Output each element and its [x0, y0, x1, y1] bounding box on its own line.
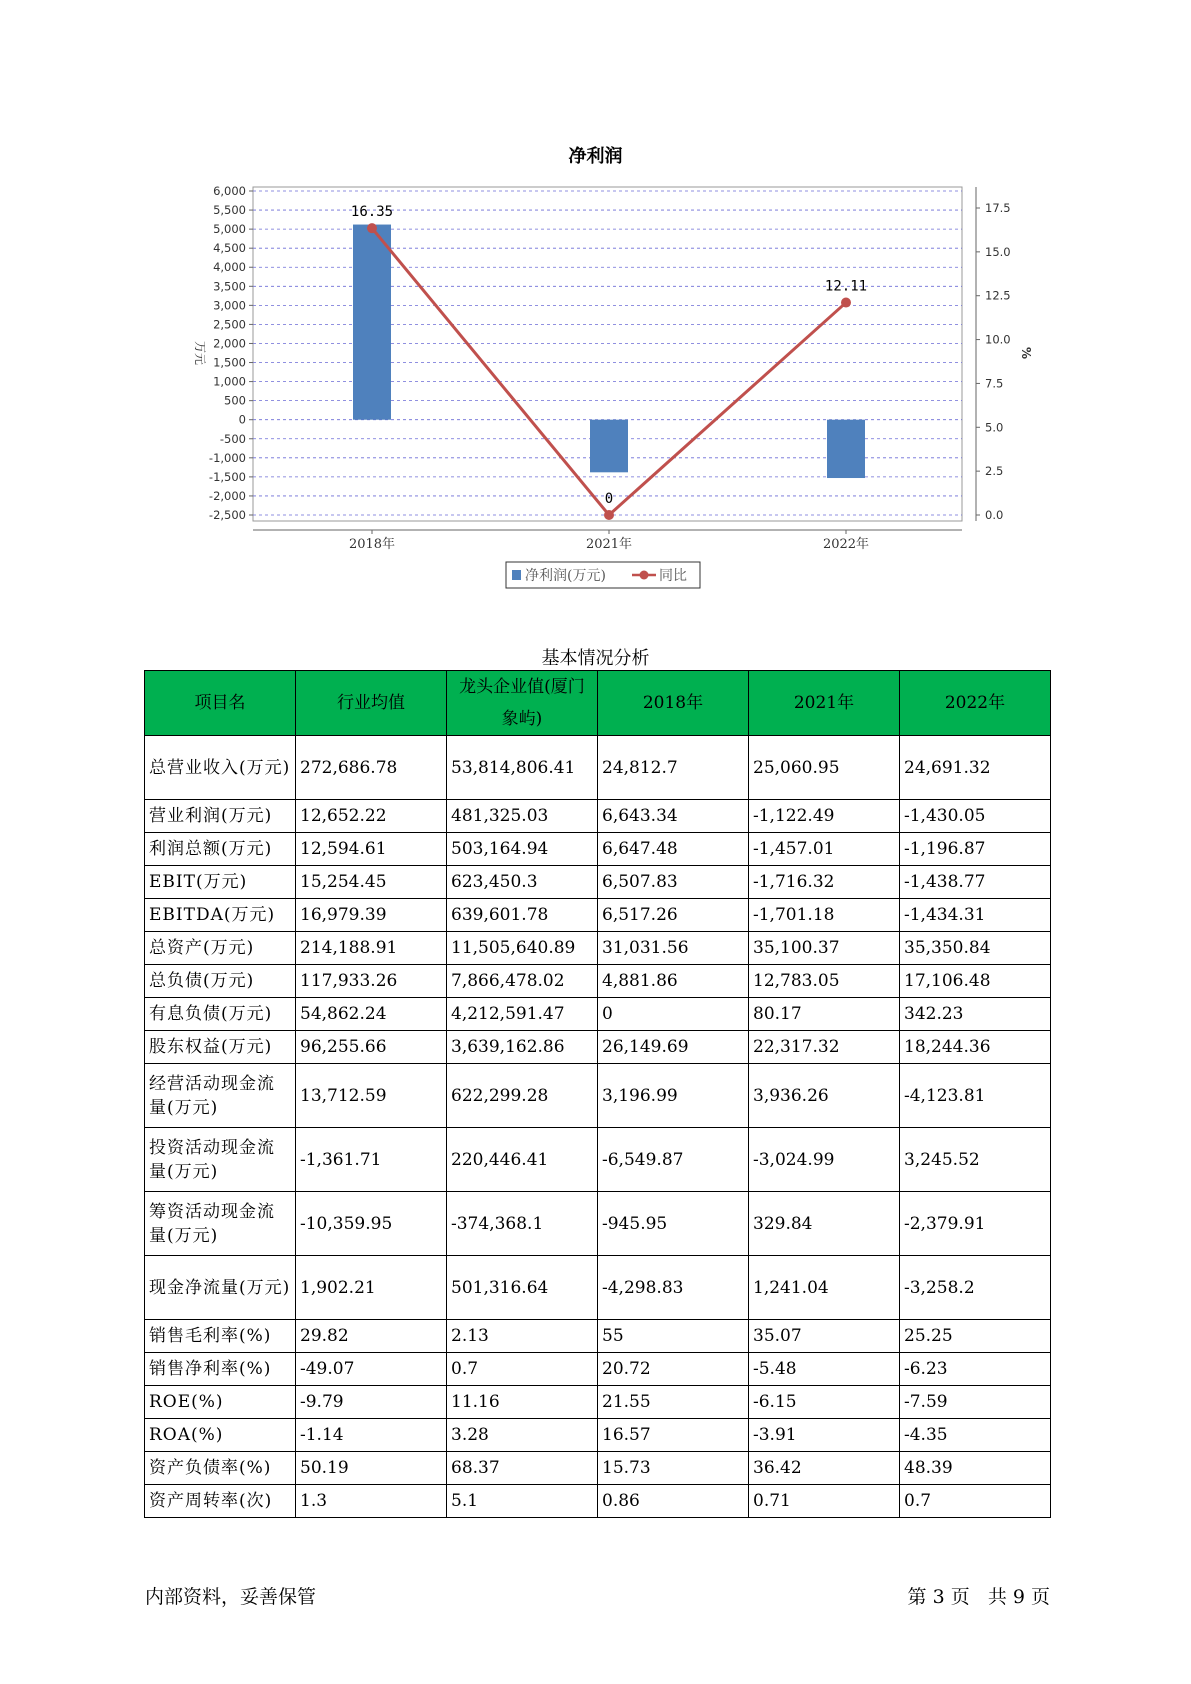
bar	[353, 225, 391, 420]
row-label-cell: ROA(%)	[145, 1419, 296, 1452]
row-label-cell: 资产周转率(次)	[145, 1485, 296, 1518]
legend-line-marker	[640, 571, 649, 580]
value-cell: -6.15	[749, 1386, 900, 1419]
value-cell: 20.72	[598, 1353, 749, 1386]
y2-axis-title: %	[1019, 346, 1033, 360]
value-cell: -1,438.77	[900, 866, 1051, 899]
y-tick-label: 1,500	[213, 355, 246, 370]
row-label-cell: 经营活动现金流量(万元)	[145, 1064, 296, 1128]
value-cell: 639,601.78	[447, 899, 598, 932]
value-cell: 80.17	[749, 998, 900, 1031]
value-cell: -4,298.83	[598, 1256, 749, 1320]
value-cell: -2,379.91	[900, 1192, 1051, 1256]
value-cell: 13,712.59	[296, 1064, 447, 1128]
data-label: 12.11	[824, 278, 868, 295]
value-cell: 6,643.34	[598, 800, 749, 833]
table-row	[145, 1419, 1051, 1452]
value-cell: 501,316.64	[447, 1256, 598, 1320]
value-cell: 16,979.39	[296, 899, 447, 932]
value-cell: -945.95	[598, 1192, 749, 1256]
value-cell: 17,106.48	[900, 965, 1051, 998]
table-row	[145, 833, 1051, 866]
data-label: 16.35	[350, 204, 394, 221]
header-leader-value: 龙头企业值(厦门象屿)	[447, 671, 598, 736]
value-cell: 6,507.83	[598, 866, 749, 899]
bar	[827, 420, 865, 478]
value-cell: 50.19	[296, 1452, 447, 1485]
value-cell: 22,317.32	[749, 1031, 900, 1064]
value-cell: 29.82	[296, 1320, 447, 1353]
y-tick-label: 3,500	[213, 279, 246, 294]
y2-tick-label: 5.0	[985, 420, 1004, 435]
value-cell: -1,430.05	[900, 800, 1051, 833]
y-tick-label: 2,500	[213, 317, 246, 332]
chart-title: 净利润	[568, 146, 623, 167]
table-row	[145, 736, 1051, 800]
value-cell: 68.37	[447, 1452, 598, 1485]
header-item-name: 项目名	[145, 671, 296, 736]
value-cell: 21.55	[598, 1386, 749, 1419]
y-tick-label: -1,000	[208, 450, 246, 465]
value-cell: 31,031.56	[598, 932, 749, 965]
net-profit-chart	[0, 0, 1191, 600]
value-cell: 12,594.61	[296, 833, 447, 866]
value-cell: -3,258.2	[900, 1256, 1051, 1320]
x-tick-label: 2018年	[348, 537, 396, 552]
table-row	[145, 1128, 1051, 1192]
bar	[590, 420, 628, 473]
value-cell: 0.7	[447, 1353, 598, 1386]
value-cell: 3,245.52	[900, 1128, 1051, 1192]
value-cell: 25,060.95	[749, 736, 900, 800]
value-cell: 117,933.26	[296, 965, 447, 998]
value-cell: 0.86	[598, 1485, 749, 1518]
y-tick-label: -1,500	[208, 469, 246, 484]
value-cell: 3,936.26	[749, 1064, 900, 1128]
legend-line-label: 同比	[659, 568, 687, 584]
row-label-cell: 销售毛利率(%)	[145, 1320, 296, 1353]
header-2022: 2022年	[900, 671, 1051, 736]
table-row	[145, 1256, 1051, 1320]
y-tick-label: 4,000	[213, 260, 246, 275]
value-cell: 55	[598, 1320, 749, 1353]
value-cell: 24,691.32	[900, 736, 1051, 800]
value-cell: 12,783.05	[749, 965, 900, 998]
value-cell: 1.3	[296, 1485, 447, 1518]
footer-page-number: 第 3 页 共 9 页	[907, 1586, 1050, 1608]
y-tick-label: 500	[224, 393, 246, 408]
value-cell: 481,325.03	[447, 800, 598, 833]
value-cell: 35.07	[749, 1320, 900, 1353]
value-cell: -49.07	[296, 1353, 447, 1386]
table-row	[145, 866, 1051, 899]
row-label-cell: 有息负债(万元)	[145, 998, 296, 1031]
row-label-cell: 筹资活动现金流量(万元)	[145, 1192, 296, 1256]
table-header-row	[145, 671, 1051, 736]
y-tick-label: -500	[219, 431, 246, 446]
value-cell: -1,122.49	[749, 800, 900, 833]
y-tick-label: 1,000	[213, 374, 246, 389]
row-label-cell: 总营业收入(万元)	[145, 736, 296, 800]
value-cell: -6,549.87	[598, 1128, 749, 1192]
value-cell: 15.73	[598, 1452, 749, 1485]
table-row	[145, 1452, 1051, 1485]
value-cell: 48.39	[900, 1452, 1051, 1485]
value-cell: 15,254.45	[296, 866, 447, 899]
value-cell: -1,434.31	[900, 899, 1051, 932]
row-label-cell: 总资产(万元)	[145, 932, 296, 965]
basic-analysis-table	[144, 670, 1051, 1518]
x-tick-label: 2021年	[585, 537, 633, 552]
table-row	[145, 932, 1051, 965]
value-cell: 6,517.26	[598, 899, 749, 932]
value-cell: 2.13	[447, 1320, 598, 1353]
value-cell: -1,457.01	[749, 833, 900, 866]
table-row	[145, 1031, 1051, 1064]
row-label-cell: 营业利润(万元)	[145, 800, 296, 833]
header-2018: 2018年	[598, 671, 749, 736]
value-cell: 220,446.41	[447, 1128, 598, 1192]
table-row	[145, 1485, 1051, 1518]
y-tick-label: 4,500	[213, 241, 246, 256]
value-cell: -1,361.71	[296, 1128, 447, 1192]
y-tick-label: -2,000	[208, 488, 246, 503]
y-tick-label: 6,000	[213, 184, 246, 198]
header-2021: 2021年	[749, 671, 900, 736]
header-industry-avg: 行业均值	[296, 671, 447, 736]
value-cell: 18,244.36	[900, 1031, 1051, 1064]
value-cell: 25.25	[900, 1320, 1051, 1353]
value-cell: 342.23	[900, 998, 1051, 1031]
value-cell: 503,164.94	[447, 833, 598, 866]
value-cell: -6.23	[900, 1353, 1051, 1386]
row-label-cell: 股东权益(万元)	[145, 1031, 296, 1064]
row-label-cell: 现金净流量(万元)	[145, 1256, 296, 1320]
value-cell: 622,299.28	[447, 1064, 598, 1128]
value-cell: 53,814,806.41	[447, 736, 598, 800]
value-cell: 329.84	[749, 1192, 900, 1256]
value-cell: 96,255.66	[296, 1031, 447, 1064]
row-label-cell: 总负债(万元)	[145, 965, 296, 998]
value-cell: -10,359.95	[296, 1192, 447, 1256]
row-label-cell: EBIT(万元)	[145, 866, 296, 899]
y-tick-label: -2,500	[208, 508, 246, 522]
value-cell: 1,241.04	[749, 1256, 900, 1320]
table-row	[145, 998, 1051, 1031]
y2-tick-label: 2.5	[985, 464, 1004, 479]
table-row	[145, 1320, 1051, 1353]
value-cell: 5.1	[447, 1485, 598, 1518]
table-row	[145, 1353, 1051, 1386]
y-tick-label: 2,000	[213, 336, 246, 351]
value-cell: 623,450.3	[447, 866, 598, 899]
row-label-cell: EBITDA(万元)	[145, 899, 296, 932]
value-cell: 0	[598, 998, 749, 1031]
value-cell: -4.35	[900, 1419, 1051, 1452]
value-cell: -7.59	[900, 1386, 1051, 1419]
value-cell: 36.42	[749, 1452, 900, 1485]
table-row	[145, 899, 1051, 932]
value-cell: -374,368.1	[447, 1192, 598, 1256]
value-cell: 54,862.24	[296, 998, 447, 1031]
value-cell: 3,639,162.86	[447, 1031, 598, 1064]
value-cell: 11,505,640.89	[447, 932, 598, 965]
footer-confidential-note: 内部资料，妥善保管	[145, 1586, 317, 1608]
value-cell: 35,350.84	[900, 932, 1051, 965]
y2-tick-label: 12.5	[985, 288, 1011, 303]
value-cell: 6,647.48	[598, 833, 749, 866]
value-cell: -5.48	[749, 1353, 900, 1386]
value-cell: 16.57	[598, 1419, 749, 1452]
value-cell: 3.28	[447, 1419, 598, 1452]
y-tick-label: 0	[238, 412, 246, 427]
y-tick-label: 3,000	[213, 298, 246, 313]
value-cell: -1.14	[296, 1419, 447, 1452]
value-cell: 35,100.37	[749, 932, 900, 965]
row-label-cell: 资产负债率(%)	[145, 1452, 296, 1485]
row-label-cell: 投资活动现金流量(万元)	[145, 1128, 296, 1192]
x-tick-label: 2022年	[822, 537, 870, 552]
value-cell: -3,024.99	[749, 1128, 900, 1192]
value-cell: 7,866,478.02	[447, 965, 598, 998]
value-cell: -1,716.32	[749, 866, 900, 899]
row-label-cell: ROE(%)	[145, 1386, 296, 1419]
table-row	[145, 965, 1051, 998]
value-cell: 272,686.78	[296, 736, 447, 800]
legend-bar-swatch	[512, 570, 521, 580]
legend-bar-label: 净利润(万元)	[525, 568, 606, 584]
y2-tick-label: 0.0	[985, 508, 1004, 522]
y2-tick-label: 7.5	[985, 376, 1004, 391]
value-cell: -9.79	[296, 1386, 447, 1419]
value-cell: -4,123.81	[900, 1064, 1051, 1128]
value-cell: 11.16	[447, 1386, 598, 1419]
y-tick-label: 5,000	[213, 222, 246, 237]
value-cell: 1,902.21	[296, 1256, 447, 1320]
y2-tick-label: 15.0	[985, 244, 1011, 259]
yoy-point	[841, 298, 851, 308]
value-cell: 12,652.22	[296, 800, 447, 833]
value-cell: -1,196.87	[900, 833, 1051, 866]
yoy-point	[604, 510, 614, 520]
value-cell: 26,149.69	[598, 1031, 749, 1064]
value-cell: 0.7	[900, 1485, 1051, 1518]
row-label-cell: 利润总额(万元)	[145, 833, 296, 866]
table-row	[145, 1064, 1051, 1128]
yoy-point	[367, 223, 377, 233]
value-cell: 24,812.7	[598, 736, 749, 800]
value-cell: 0.71	[749, 1485, 900, 1518]
table-caption: 基本情况分析	[541, 648, 650, 669]
y-tick-label: 5,500	[213, 203, 246, 218]
value-cell: 3,196.99	[598, 1064, 749, 1128]
value-cell: -3.91	[749, 1419, 900, 1452]
y2-tick-label: 17.5	[985, 201, 1011, 215]
value-cell: -1,701.18	[749, 899, 900, 932]
value-cell: 4,212,591.47	[447, 998, 598, 1031]
row-label-cell: 销售净利率(%)	[145, 1353, 296, 1386]
table-row	[145, 1192, 1051, 1256]
y2-tick-label: 10.0	[985, 332, 1011, 347]
y-axis-title: 万元	[193, 340, 207, 366]
table-row	[145, 800, 1051, 833]
value-cell: 214,188.91	[296, 932, 447, 965]
table-row	[145, 1386, 1051, 1419]
data-label: 0	[604, 491, 614, 507]
value-cell: 4,881.86	[598, 965, 749, 998]
